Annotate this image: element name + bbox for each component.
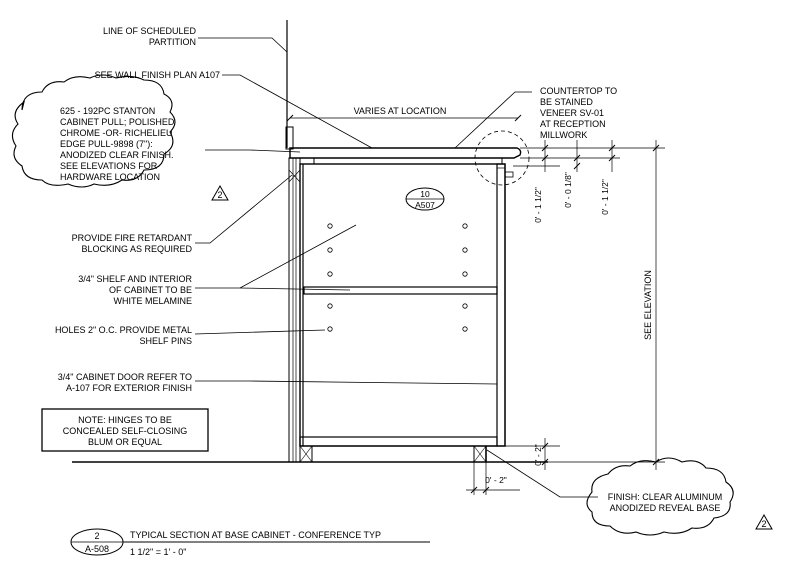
dimension-lines bbox=[287, 115, 665, 495]
countertop-substrate bbox=[314, 158, 502, 164]
title-sheet: A-508 bbox=[84, 544, 110, 554]
svg-text:SEE ELEVATIONS FOR: SEE ELEVATIONS FOR bbox=[60, 161, 158, 171]
svg-text:MILLWORK: MILLWORK bbox=[540, 130, 588, 140]
cabinet-door bbox=[497, 164, 505, 446]
svg-text:625 - 192PC STANTON: 625 - 192PC STANTON bbox=[60, 106, 156, 116]
svg-text:FINISH: CLEAR ALUMINUM: FINISH: CLEAR ALUMINUM bbox=[607, 492, 723, 502]
note-door bbox=[58, 372, 192, 393]
svg-text:HOLES 2" O.C. PROVIDE METAL: HOLES 2" O.C. PROVIDE METAL bbox=[54, 325, 192, 335]
detail-reference-bubble bbox=[406, 188, 444, 210]
shelf-pin-holes bbox=[328, 224, 467, 331]
dim-text-2: 0' - 0 1/8" bbox=[563, 172, 573, 208]
svg-text:CHROME -OR- RICHELIEU: CHROME -OR- RICHELIEU bbox=[60, 128, 173, 138]
svg-text:3/4" CABINET DOOR REFER TO: 3/4" CABINET DOOR REFER TO bbox=[57, 372, 192, 382]
svg-text:ANODIZED REVEAL BASE: ANODIZED REVEAL BASE bbox=[609, 503, 721, 513]
svg-text:SEE WALL FINISH PLAN A107: SEE WALL FINISH PLAN A107 bbox=[94, 70, 220, 80]
svg-text:VENEER SV-01: VENEER SV-01 bbox=[540, 108, 605, 118]
note-holes bbox=[55, 325, 192, 346]
svg-text:2: 2 bbox=[217, 190, 223, 200]
revision-tag-1 bbox=[212, 186, 228, 200]
svg-text:CONCEALED SELF-CLOSING: CONCEALED SELF-CLOSING bbox=[62, 426, 188, 436]
note-hinges-box bbox=[42, 409, 208, 451]
svg-text:BLUM OR EQUAL: BLUM OR EQUAL bbox=[87, 437, 163, 447]
note-fire-blocking bbox=[72, 233, 193, 254]
fire-blocking bbox=[289, 158, 300, 462]
svg-text:A507: A507 bbox=[415, 200, 435, 210]
title-number: 2 bbox=[94, 531, 100, 541]
note-cabinet-pull bbox=[60, 106, 175, 182]
cabinet-bottom bbox=[300, 437, 497, 446]
svg-text:LINE OF SCHEDULED: LINE OF SCHEDULED bbox=[102, 26, 196, 36]
cabinet-pull bbox=[505, 172, 513, 177]
note-shelf bbox=[78, 274, 192, 306]
dim-text-1: 0' - 1 1/2" bbox=[533, 187, 543, 223]
svg-text:2: 2 bbox=[761, 519, 767, 529]
dim-text-4: 0' - 2" bbox=[533, 444, 543, 466]
note-reveal-base bbox=[608, 492, 723, 513]
svg-text:BE STAINED: BE STAINED bbox=[540, 97, 593, 107]
svg-text:NOTE: HINGES TO BE: NOTE: HINGES TO BE bbox=[78, 415, 172, 425]
svg-text:WHITE MELAMINE: WHITE MELAMINE bbox=[113, 296, 192, 306]
svg-text:EDGE PULL-9898 (7"):: EDGE PULL-9898 (7"): bbox=[60, 139, 153, 149]
svg-text:3/4" SHELF AND INTERIOR: 3/4" SHELF AND INTERIOR bbox=[78, 274, 192, 284]
svg-text:PARTITION: PARTITION bbox=[148, 37, 196, 47]
shelf bbox=[304, 287, 497, 294]
svg-text:A-107 FOR EXTERIOR FINISH: A-107 FOR EXTERIOR FINISH bbox=[65, 383, 192, 393]
note-countertop bbox=[540, 86, 617, 140]
cabinet-box bbox=[300, 164, 505, 446]
svg-text:SHELF PINS: SHELF PINS bbox=[139, 336, 192, 346]
dim-text-5: 0' - 2" bbox=[485, 475, 507, 485]
note-varies: VARIES AT LOCATION bbox=[353, 106, 447, 116]
svg-text:OF CABINET TO BE: OF CABINET TO BE bbox=[108, 285, 192, 295]
note-partition bbox=[103, 26, 197, 47]
svg-text:ANODIZED CLEAR FINISH.: ANODIZED CLEAR FINISH. bbox=[60, 150, 174, 160]
note-see-elevation: SEE ELEVATION bbox=[643, 270, 653, 340]
revision-tag-2 bbox=[756, 515, 772, 529]
title-text: TYPICAL SECTION AT BASE CABINET - CONFERENCE TYP bbox=[130, 530, 382, 540]
svg-text:CABINET PULL; POLISHED: CABINET PULL; POLISHED bbox=[60, 117, 175, 127]
svg-text:BLOCKING AS REQUIRED: BLOCKING AS REQUIRED bbox=[81, 244, 192, 254]
title-block bbox=[71, 529, 430, 557]
title-scale: 1 1/2" = 1' - 0" bbox=[130, 547, 187, 557]
svg-text:COUNTERTOP TO: COUNTERTOP TO bbox=[540, 86, 618, 96]
svg-text:HARDWARE LOCATION: HARDWARE LOCATION bbox=[60, 172, 161, 182]
svg-text:10: 10 bbox=[420, 189, 430, 199]
dim-text-3: 0' - 1 1/2" bbox=[600, 179, 610, 215]
svg-text:PROVIDE FIRE RETARDANT: PROVIDE FIRE RETARDANT bbox=[71, 233, 192, 243]
svg-text:AT RECEPTION: AT RECEPTION bbox=[540, 119, 606, 129]
countertop bbox=[290, 148, 521, 158]
note-wall-finish bbox=[95, 70, 220, 80]
